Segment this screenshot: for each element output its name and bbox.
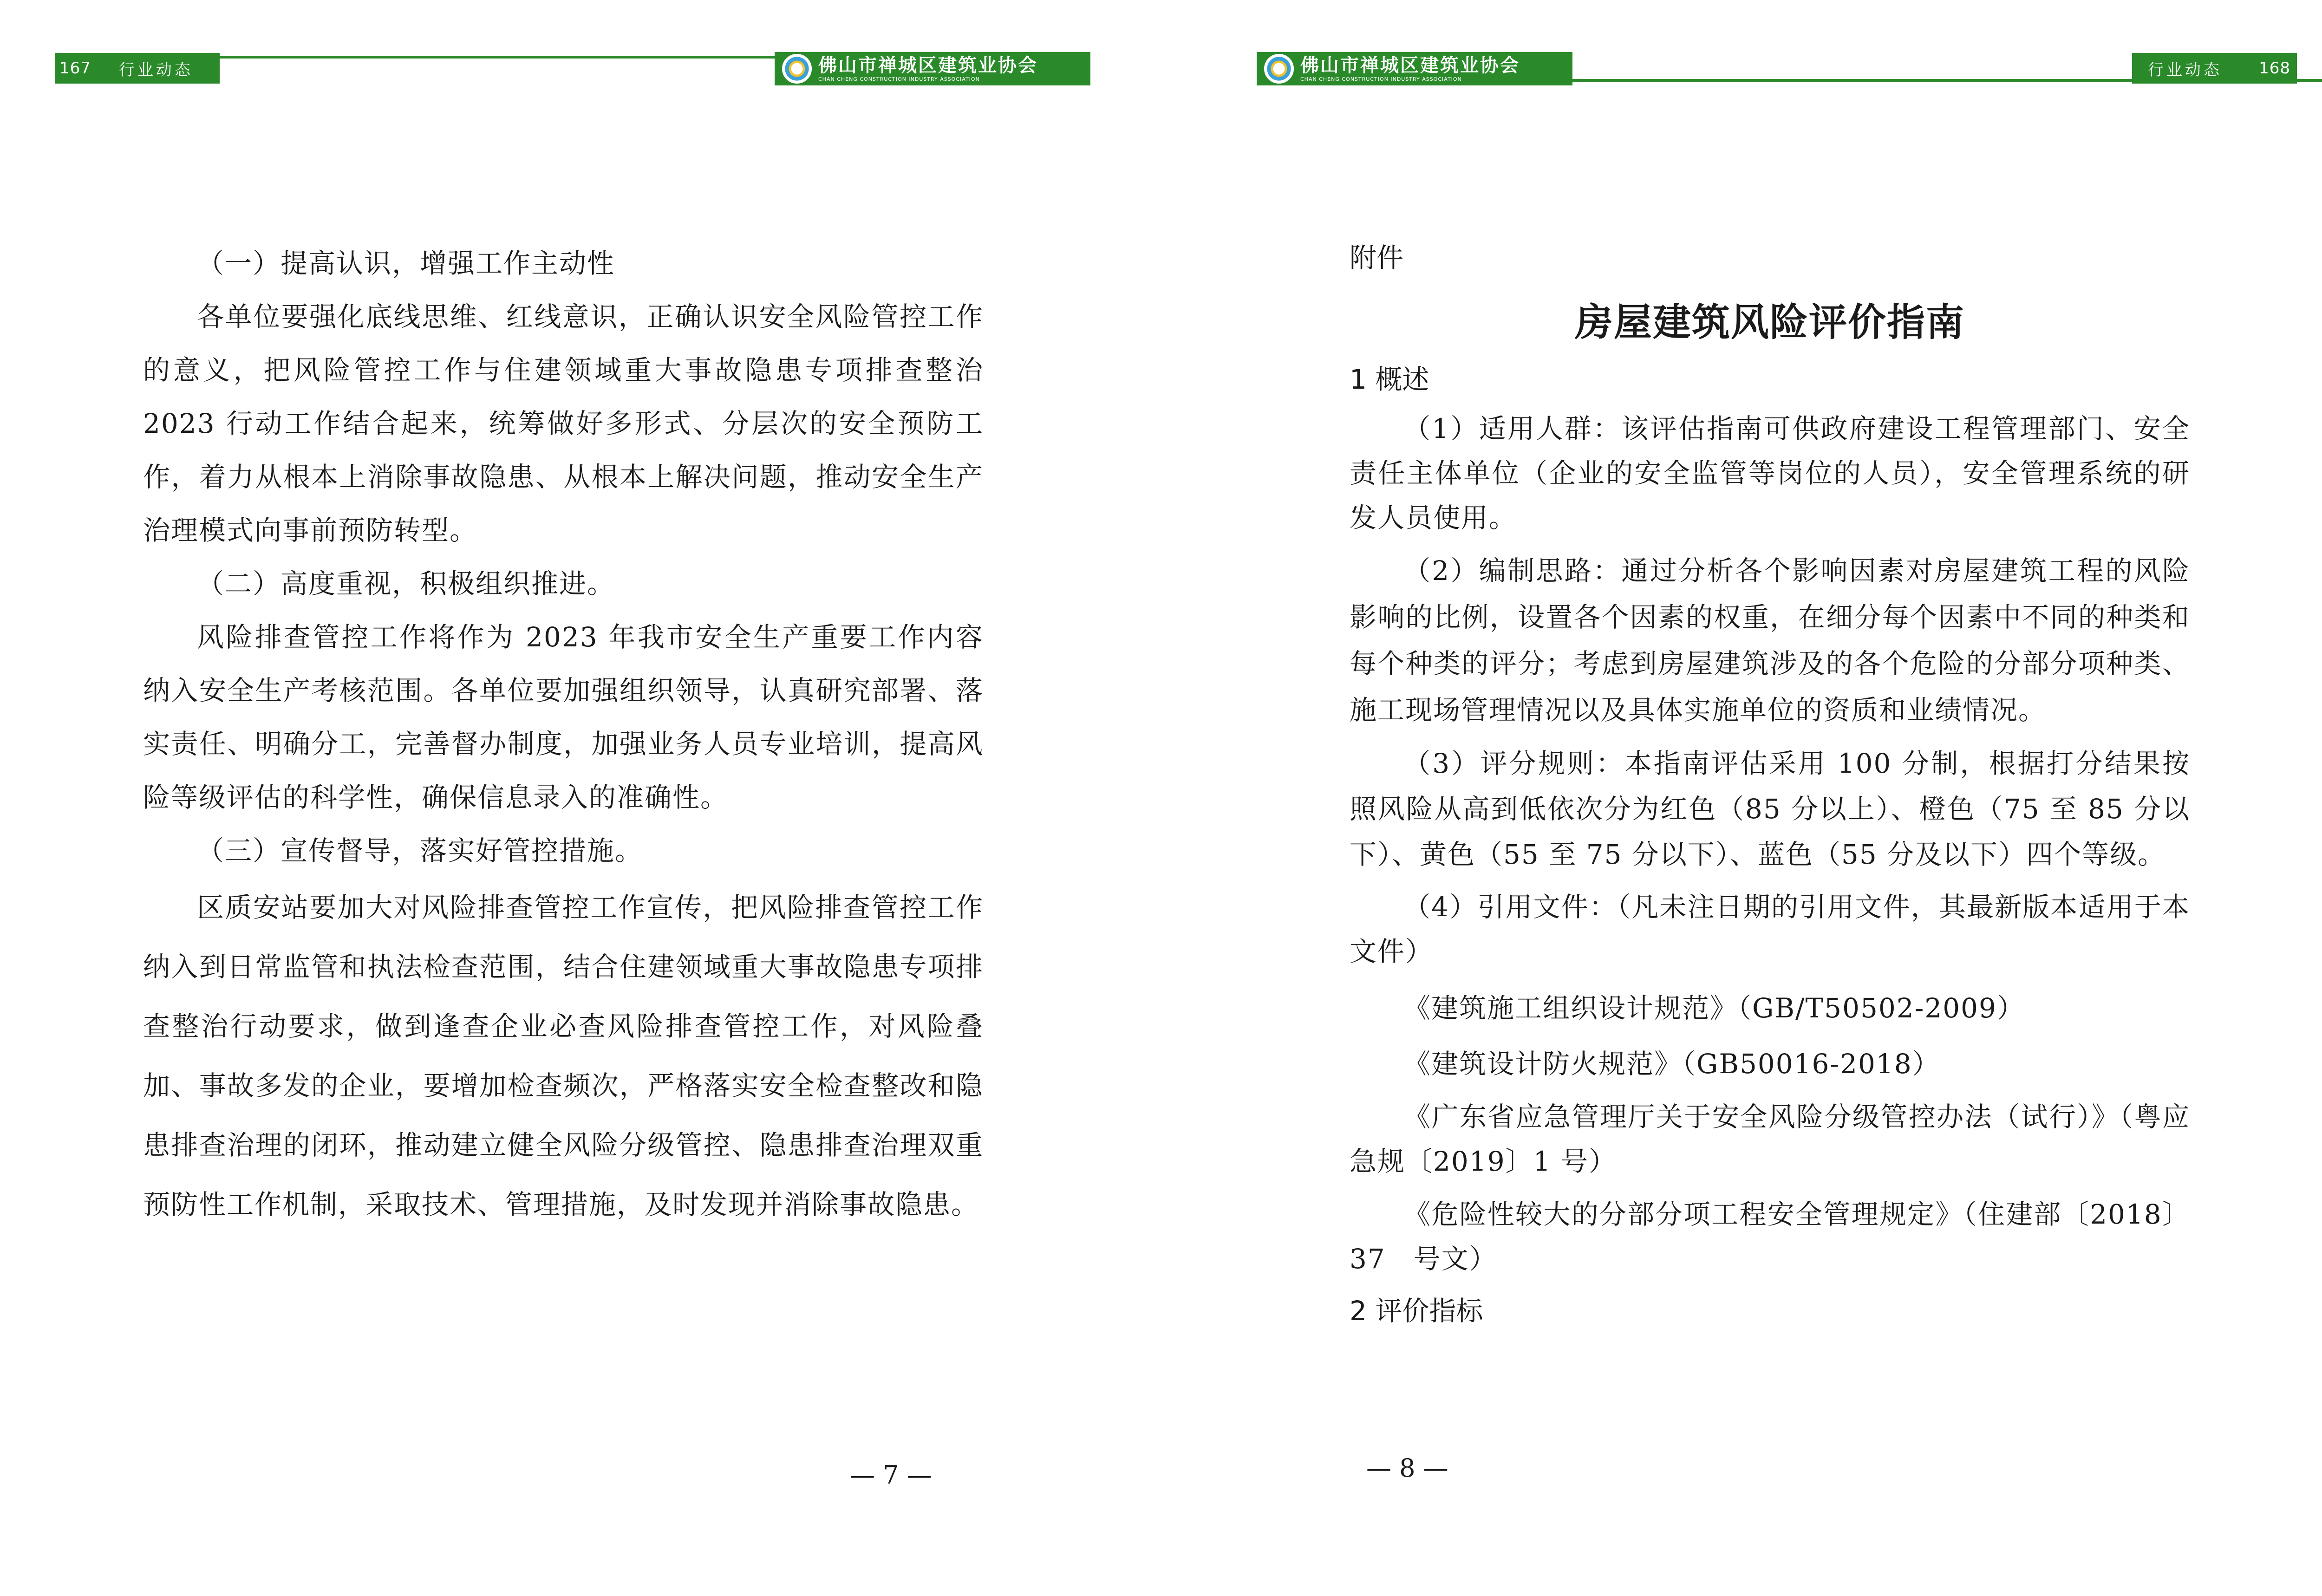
reference-2: 《建筑设计防火规范》（GB50016-2018） [1403, 1048, 1940, 1080]
reference-1: 《建筑施工组织设计规范》（GB/T50502-2009） [1403, 992, 2025, 1024]
heading-publicity-supervision: （三）宣传督导，落实好管控措施。 [197, 835, 643, 866]
association-name: 佛山市禅城区建筑业协会 [1300, 54, 1520, 76]
association-name-english: CHAN CHENG CONSTRUCTION INDUSTRY ASSOCIATION [1300, 76, 1462, 82]
reference-3: 《广东省应急管理厅关于安全风险分级管控办法（试行）》（粤应急规〔2019〕1 号） [1350, 1101, 2190, 1177]
header-page-number: 167 [59, 59, 91, 78]
header-tab [55, 53, 220, 84]
page-number: — 7 — [850, 1460, 932, 1490]
association-logo-icon [782, 54, 812, 84]
paragraph-3: 区质安站要加大对风险排查管控工作宣传，把风险排查管控工作纳入到日常监管和执法检查范围，结合住建领域重大事故隐患专项排查整治行动要求，做到逢查企业必查风险排查管控工作，对风险叠加、事故多发的企业，要增加检查频次，严格落实安全检查整改和隐患排查治理的闭环，推动建立健全风险分级管控、隐患排查治理双重预防性工作机制，采取技术、管理措施，及时发现并消除事故隐患。 [143, 892, 984, 1220]
attachment-label: 附件 [1350, 242, 1404, 274]
item-referenced-documents: （4）引用文件：（凡未注日期的引用文件，其最新版本适用于本文件） [1350, 891, 2190, 967]
header-page-number: 168 [2259, 59, 2290, 78]
heading-attach-importance: （二）高度重视，积极组织推进。 [197, 568, 615, 599]
header-section-label: 行业动态 [118, 60, 193, 79]
left-body-text [143, 237, 984, 1234]
header-section-label: 行业动态 [2148, 60, 2222, 79]
right-body-text [1350, 237, 2190, 1334]
item-compilation-approach: （2）编制思路：通过分析各个影响因素对房屋建筑工程的风险影响的比例，设置各个因素的权重，在细分每个因素中不同的种类和每个种类的评分；考虑到房屋建筑涉及的各个危险的分部分项种类、施工现场管理情况以及具体实施单位的资质和业绩情况。 [1350, 555, 2190, 726]
item-scoring-rules: （3）评分规则：本指南评估采用 100 分制，根据打分结果按照风险从高到低依次分为红色（85 分以上）、橙色（75 至 85 分以下）、黄色（55 至 75 分以下）、蓝色（55 分及以下）四个等级。 [1350, 748, 2190, 870]
heading-raise-awareness: （一）提高认识，增强工作主动性 [197, 248, 615, 279]
paragraph-2: 风险排查管控工作将作为 2023 年我市安全生产重要工作内容纳入安全生产考核范围。各单位要加强组织领导，认真研究部署、落实责任、明确分工，完善督办制度，加强业务人员专业培训，提高风险等级评估的科学性，确保信息录入的准确性。 [143, 621, 984, 813]
reference-4: 《危险性较大的分部分项工程安全管理规定》（住建部〔2018〕37 号文） [1350, 1199, 2190, 1275]
association-banner [1257, 52, 1572, 85]
page-number: — 8 — [1366, 1453, 1448, 1483]
association-name-english: CHAN CHENG CONSTRUCTION INDUSTRY ASSOCIATION [818, 76, 980, 82]
document-title: 房屋建筑风险评价指南 [1574, 300, 1965, 345]
section-heading-overview: 1 概述 [1350, 364, 1429, 395]
association-name: 佛山市禅城区建筑业协会 [818, 54, 1038, 76]
item-applicable-users: （1）适用人群：该评估指南可供政府建设工程管理部门、安全责任主体单位（企业的安全监管等岗位的人员），安全管理系统的研发人员使用。 [1350, 413, 2190, 534]
association-banner [775, 52, 1090, 85]
right-page [1168, 0, 2322, 1596]
header-tab [2132, 53, 2297, 84]
association-logo-icon [1264, 54, 1294, 84]
paragraph-1: 各单位要强化底线思维、红线意识，正确认识安全风险管控工作的意义，把风险管控工作与住建领域重大事故隐患专项排查整治 2023 行动工作结合起来，统筹做好多形式、分层次的安全预防工作，着力从根本上消除事故隐患、从根本上解决问题，推动安全生产治理模式向事前预防转型。 [143, 301, 984, 546]
section-heading-evaluation-indicators: 2 评价指标 [1350, 1295, 1483, 1327]
